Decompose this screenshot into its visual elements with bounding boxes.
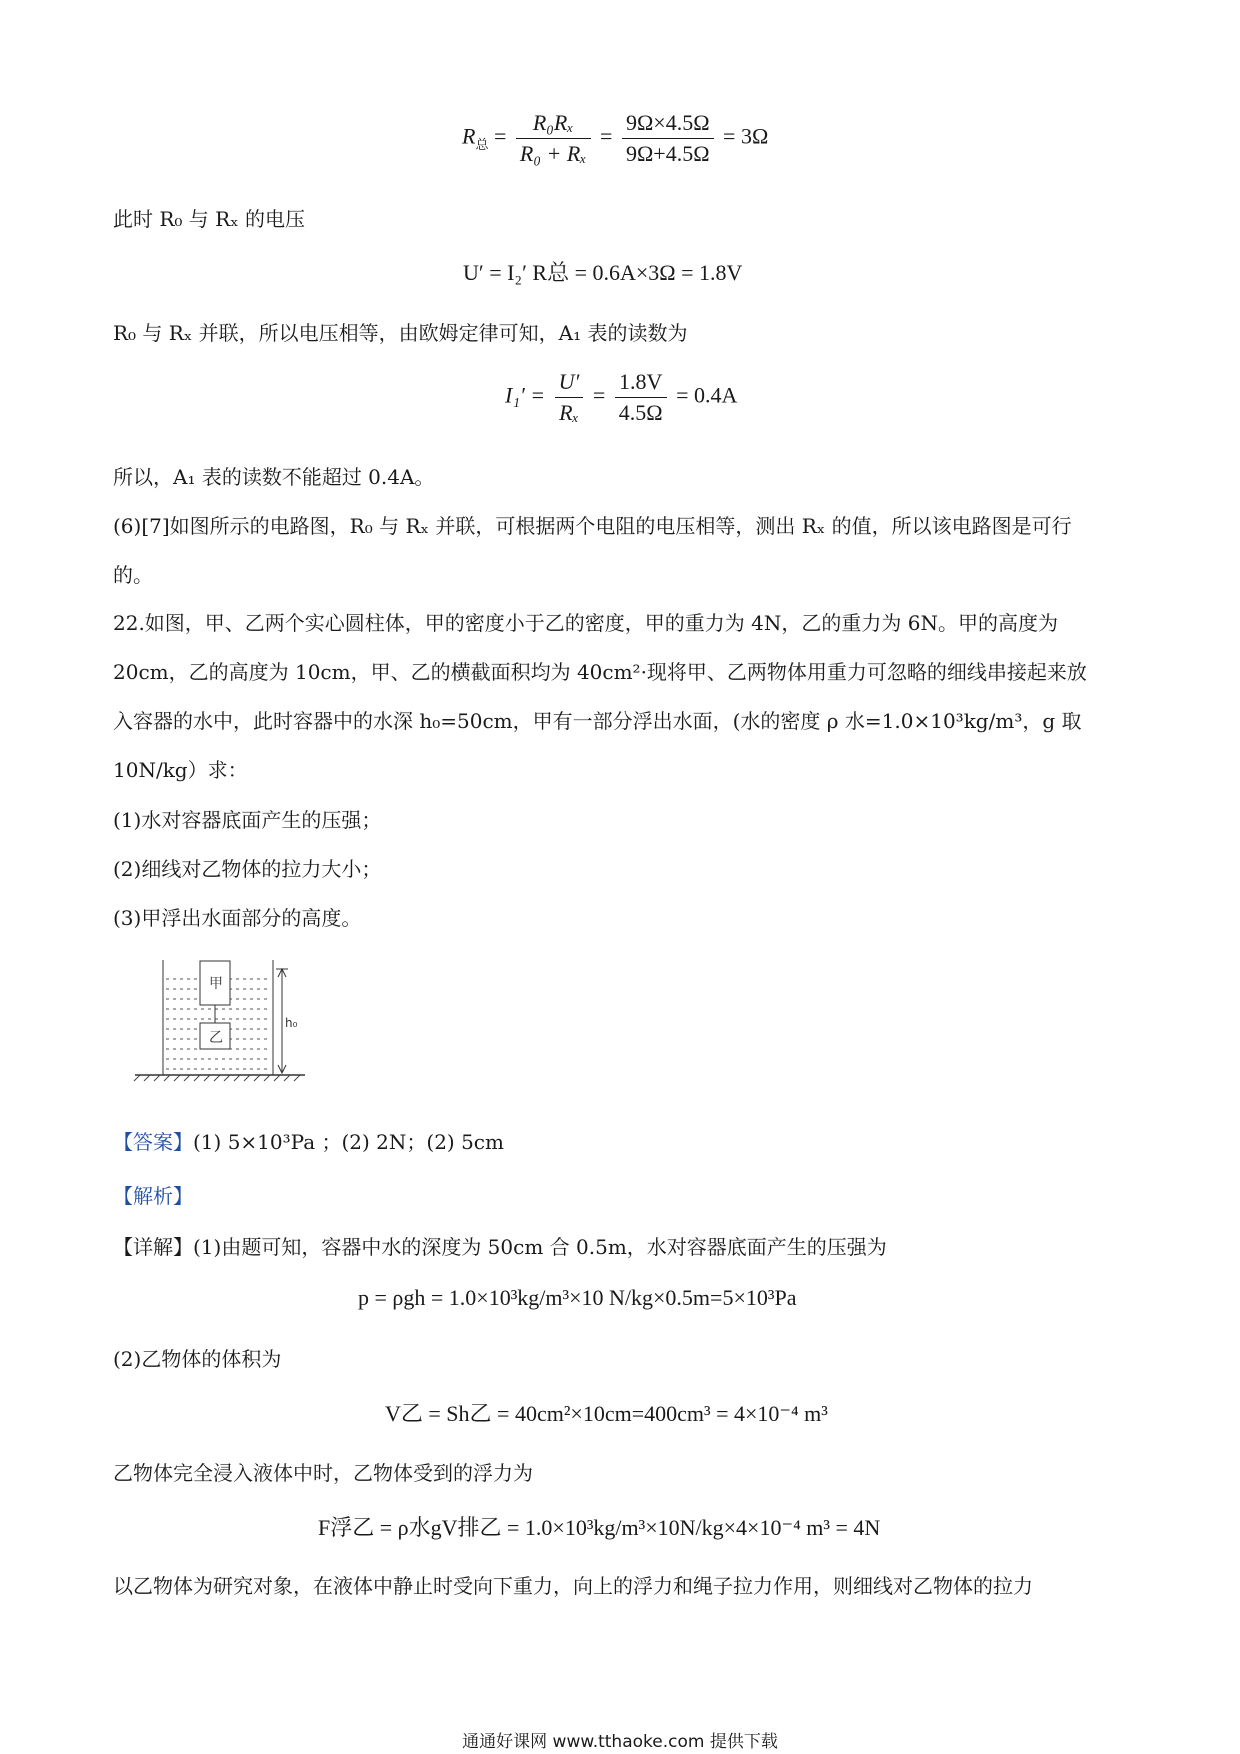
- answer-tag: 【答案】: [113, 1130, 193, 1154]
- question-22-line: 入容器的水中，此时容器中的水深 h₀=50cm，甲有一部分浮出水面，(水的密度 ρ 水=1.0×10³kg/m³，g 取: [113, 709, 1082, 733]
- detail-line: [113, 1232, 1123, 1262]
- question-part: (1)水对容器底面产生的压强；: [113, 808, 382, 832]
- label-h0: h₀: [285, 1016, 298, 1030]
- detail-text: (1)由题可知，容器中水的深度为 50cm 合 0.5m，水对容器底面产生的压强为: [193, 1235, 887, 1259]
- equation-volume: V乙 = Sh乙 = 40cm²×10cm=400cm³ = 4×10⁻⁴ m³: [385, 1401, 828, 1426]
- analysis-tag: 【解析】: [113, 1184, 193, 1208]
- answer-line: [113, 1127, 1123, 1157]
- equation-buoyancy: F浮乙 = ρ水gV排乙 = 1.0×10³kg/m³×10N/kg×4×10⁻⁴ m³ = 4N: [318, 1515, 881, 1540]
- answer-text: (1) 5×10³Pa ；(2) 2N；(2) 5cm: [193, 1130, 504, 1154]
- text-line: (2)乙物体的体积为: [113, 1347, 282, 1371]
- equation-r-total: $R_总$ = $\frac{\text{R₀Rₓ}}{\text{R₀ + Rₓ}}$ = $\frac{9\Omega\times 4.5\Omega}{9\Omega+4.5\Omega}$ = 3Ω: [462, 108, 768, 169]
- text-line: 乙物体完全浸入液体中时，乙物体受到的浮力为: [113, 1461, 533, 1485]
- text-line: 所以，A₁ 表的读数不能超过 0.4A。: [113, 465, 435, 489]
- equation-pressure: p = ρgh = 1.0×10³kg/m³×10 N/kg×0.5m=5×10³Pa: [358, 1285, 797, 1310]
- question-22-line: 20cm，乙的高度为 10cm，甲、乙的横截面积均为 40cm²·现将甲、乙两物体用重力可忽略的细线串接起来放: [113, 660, 1087, 684]
- question-22-line: 10N/kg）求：: [113, 758, 248, 782]
- text-line: 的。: [113, 563, 153, 587]
- fraction: $\frac{U'}{\text{Rₓ}}$: [555, 367, 584, 428]
- eq-lhs: R: [462, 123, 476, 149]
- fraction: $\frac{\text{R₀Rₓ}}{\text{R₀ + Rₓ}}$: [516, 108, 591, 169]
- equation-voltage: U′ = I₂′ R总 = 0.6A×3Ω = 1.8V: [463, 260, 743, 285]
- question-part: (3)甲浮出水面部分的高度。: [113, 906, 362, 930]
- text-line: 此时 R₀ 与 Rₓ 的电压: [113, 207, 306, 231]
- analysis-line: [113, 1181, 1123, 1211]
- label-jia: 甲: [209, 976, 223, 992]
- text-line: (6)[7]如图所示的电路图，R₀ 与 Rₓ 并联，可根据两个电阻的电压相等，测出 Rₓ 的值，所以该电路图是可行: [113, 514, 1072, 538]
- question-part: (2)细线对乙物体的拉力大小；: [113, 857, 382, 881]
- equation-i1: I₁′ = $\frac{U'}{\text{Rₓ}}$ = $\frac{1.8V}{4.5\Omega}$ = 0.4A: [505, 367, 737, 428]
- footer: 通通好课网 www.tthaoke.com 提供下载: [462, 1732, 778, 1752]
- text-line: R₀ 与 Rₓ 并联，所以电压相等，由欧姆定律可知，A₁ 表的读数为: [113, 321, 688, 345]
- text-line: 以乙物体为研究对象，在液体中静止时受向下重力，向上的浮力和绳子拉力作用，则细线对乙物体的拉力: [113, 1574, 1033, 1598]
- detail-tag: 【详解】: [113, 1235, 193, 1259]
- container-figure: [130, 955, 310, 1100]
- fraction: $\frac{9\Omega\times 4.5\Omega}{9\Omega+4.5\Omega}$: [622, 108, 714, 169]
- label-yi: 乙: [209, 1030, 223, 1046]
- fraction: $\frac{1.8V}{4.5\Omega}$: [615, 367, 667, 428]
- question-22-line: 22.如图，甲、乙两个实心圆柱体，甲的密度小于乙的密度，甲的重力为 4N，乙的重力为 6N。甲的高度为: [113, 611, 1058, 635]
